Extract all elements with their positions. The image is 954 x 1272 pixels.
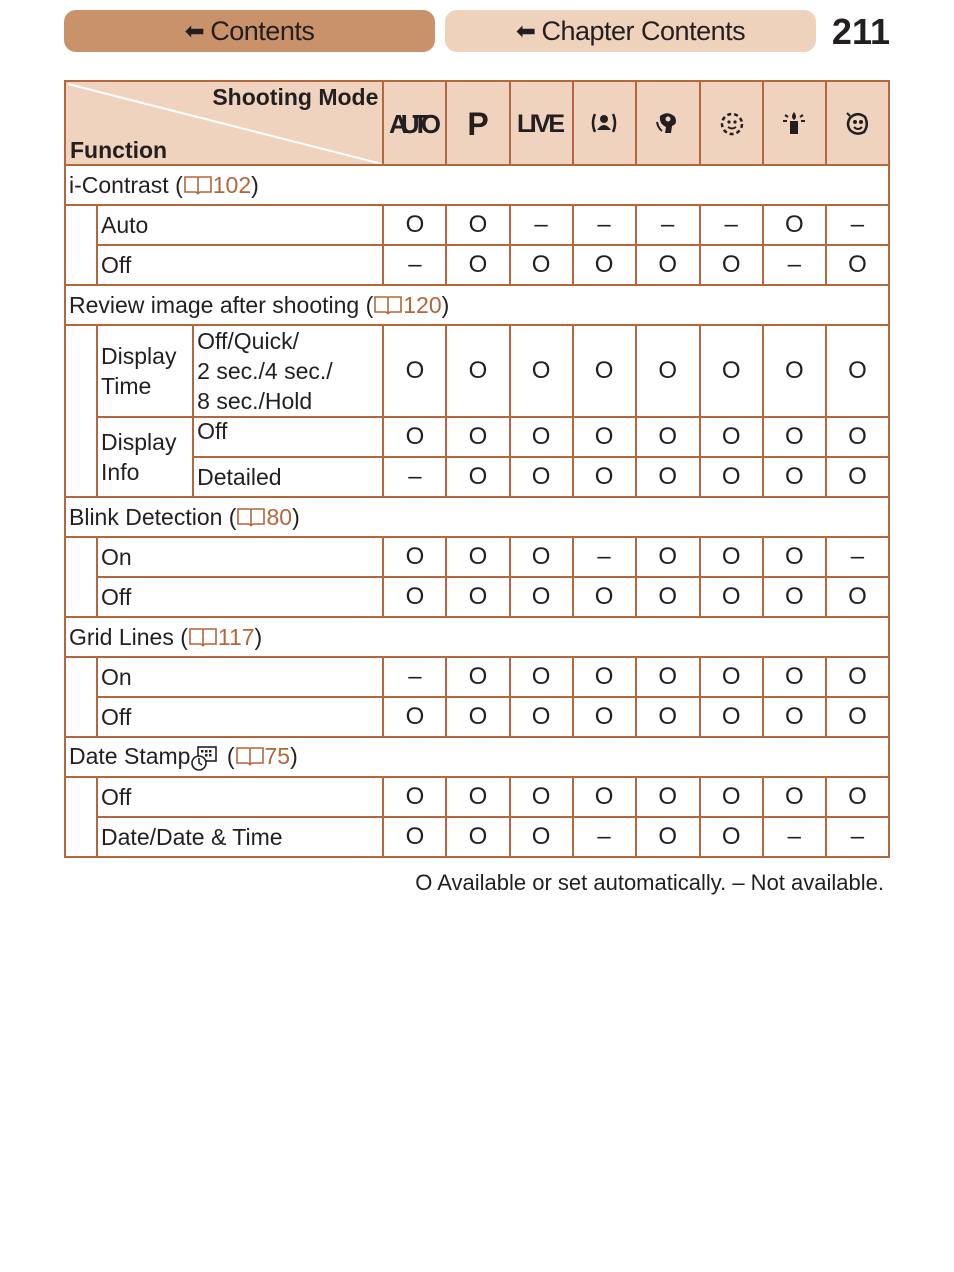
option-label: Off	[193, 417, 383, 457]
table-row	[65, 205, 889, 245]
section-title-blink: Blink Detection ( 80)	[65, 497, 889, 537]
value-cell: –	[383, 657, 446, 697]
value-cell: O	[510, 817, 573, 857]
value-cell: O	[446, 777, 509, 817]
value-cell: O	[383, 417, 446, 457]
value-cell: O	[826, 245, 889, 285]
contents-button-label: Contents	[210, 15, 315, 46]
value-cell: O	[763, 777, 826, 817]
fisheye-icon	[842, 108, 872, 138]
self-timer-icon	[716, 108, 746, 138]
value-cell: –	[383, 245, 446, 285]
display-time-label: Display Time	[97, 325, 193, 417]
value-cell: O	[636, 657, 700, 697]
low-light-icon	[779, 108, 809, 138]
table-row	[65, 417, 889, 457]
date-stamp-icon	[190, 746, 220, 772]
header-corner-cell	[65, 81, 383, 165]
indent-cell	[65, 205, 97, 285]
option-label: On	[97, 537, 383, 577]
section-row-blink	[65, 497, 889, 537]
value-cell: O	[636, 537, 700, 577]
portrait-mode-icon	[589, 110, 619, 136]
value-cell: O	[446, 205, 509, 245]
page-reference-link[interactable]: 80	[236, 504, 292, 530]
table-row	[65, 657, 889, 697]
value-cell: O	[573, 417, 636, 457]
section-title-icontrast: i-Contrast ( 102)	[65, 165, 889, 205]
value-cell: O	[573, 245, 636, 285]
value-cell: –	[573, 537, 636, 577]
option-label: Off	[97, 245, 383, 285]
book-icon	[373, 294, 403, 316]
value-cell: O	[636, 245, 700, 285]
value-cell: O	[700, 457, 763, 497]
value-cell: O	[510, 577, 573, 617]
value-cell: O	[446, 657, 509, 697]
value-cell: O	[573, 325, 636, 417]
value-cell: O	[383, 697, 446, 737]
value-cell: O	[383, 325, 446, 417]
display-info-label: Display Info	[97, 417, 193, 497]
value-cell: O	[700, 325, 763, 417]
book-icon	[183, 174, 213, 196]
value-cell: O	[636, 417, 700, 457]
indent-cell	[65, 537, 97, 617]
section-row-review	[65, 285, 889, 325]
table-row	[65, 817, 889, 857]
option-label: Date/Date & Time	[97, 817, 383, 857]
indent-cell	[65, 325, 97, 497]
value-cell: O	[763, 577, 826, 617]
value-cell: O	[510, 697, 573, 737]
value-cell: O	[700, 577, 763, 617]
value-cell: –	[763, 245, 826, 285]
value-cell: –	[826, 537, 889, 577]
table-row	[65, 245, 889, 285]
table-row	[65, 325, 889, 417]
mode-header-live	[510, 81, 573, 165]
value-cell: O	[826, 577, 889, 617]
value-cell: –	[826, 205, 889, 245]
function-availability-table	[64, 80, 890, 858]
value-cell: O	[763, 697, 826, 737]
value-cell: O	[826, 657, 889, 697]
section-row-grid	[65, 617, 889, 657]
value-cell: O	[446, 537, 509, 577]
contents-button[interactable]	[64, 10, 435, 52]
svg-text:LIVE: LIVE	[517, 110, 566, 138]
table-row	[65, 777, 889, 817]
indent-cell	[65, 657, 97, 737]
table-row	[65, 577, 889, 617]
value-cell: O	[446, 817, 509, 857]
value-cell: –	[826, 817, 889, 857]
mode-header-auto	[383, 81, 446, 165]
value-cell: O	[573, 577, 636, 617]
value-cell: –	[700, 205, 763, 245]
value-cell: O	[700, 777, 763, 817]
section-title-review: Review image after shooting ( 120)	[65, 285, 889, 325]
value-cell: O	[636, 577, 700, 617]
value-cell: O	[510, 325, 573, 417]
value-cell: O	[826, 417, 889, 457]
page-reference-link[interactable]: 75	[235, 743, 291, 769]
option-label: On	[97, 657, 383, 697]
page-reference-link[interactable]: 120	[373, 292, 441, 318]
option-label: Off	[97, 577, 383, 617]
value-cell: O	[510, 777, 573, 817]
value-cell: O	[446, 245, 509, 285]
value-cell: O	[383, 577, 446, 617]
book-icon	[235, 745, 265, 767]
value-cell: O	[826, 697, 889, 737]
value-cell: –	[763, 817, 826, 857]
display-time-options: Off/Quick/ 2 sec./4 sec./ 8 sec./Hold	[193, 325, 383, 417]
value-cell: O	[573, 457, 636, 497]
program-mode-icon	[458, 106, 498, 140]
value-cell: O	[763, 457, 826, 497]
function-header: Function	[70, 137, 168, 163]
svg-text:P: P	[467, 106, 489, 140]
value-cell: O	[763, 657, 826, 697]
value-cell: O	[446, 697, 509, 737]
value-cell: O	[826, 325, 889, 417]
value-cell: O	[826, 777, 889, 817]
value-cell: –	[573, 817, 636, 857]
chapter-contents-button-label: Chapter Contents	[541, 15, 746, 46]
value-cell: O	[510, 417, 573, 457]
mode-header-p	[446, 81, 509, 165]
section-row-date	[65, 737, 889, 777]
value-cell: O	[763, 537, 826, 577]
value-cell: O	[636, 817, 700, 857]
value-cell: O	[573, 697, 636, 737]
value-cell: O	[763, 417, 826, 457]
mode-header-fisheye	[826, 81, 889, 165]
value-cell: –	[636, 205, 700, 245]
shooting-mode-header: Shooting Mode	[212, 84, 379, 110]
value-cell: O	[383, 817, 446, 857]
value-cell: O	[700, 657, 763, 697]
value-cell: O	[510, 245, 573, 285]
value-cell: O	[446, 457, 509, 497]
value-cell: O	[700, 697, 763, 737]
back-arrow-icon: ⬅	[515, 17, 536, 45]
option-label: Off	[97, 777, 383, 817]
value-cell: O	[383, 537, 446, 577]
value-cell: O	[446, 417, 509, 457]
live-mode-icon	[515, 106, 567, 140]
value-cell: O	[826, 457, 889, 497]
smart-shutter-icon	[653, 108, 683, 138]
value-cell: O	[573, 657, 636, 697]
value-cell: O	[700, 245, 763, 285]
mode-header-smart-shutter	[636, 81, 700, 165]
value-cell: O	[700, 537, 763, 577]
auto-mode-icon	[386, 106, 444, 140]
value-cell: O	[636, 457, 700, 497]
table-header-row	[65, 81, 889, 165]
value-cell: O	[510, 457, 573, 497]
mode-header-self-timer	[700, 81, 763, 165]
svg-text:AUTO: AUTO	[388, 109, 441, 139]
value-cell: –	[510, 205, 573, 245]
value-cell: O	[636, 697, 700, 737]
value-cell: O	[700, 817, 763, 857]
table-row	[65, 537, 889, 577]
value-cell: O	[700, 417, 763, 457]
page-reference-link[interactable]: 117	[188, 624, 255, 650]
value-cell: O	[446, 325, 509, 417]
back-arrow-icon: ⬅	[184, 17, 205, 45]
page-reference-link[interactable]: 102	[183, 172, 251, 198]
table-row	[65, 697, 889, 737]
section-title-grid: Grid Lines ( 117)	[65, 617, 889, 657]
mode-header-low-light	[763, 81, 826, 165]
indent-cell	[65, 777, 97, 857]
value-cell: O	[573, 777, 636, 817]
page-number: 211	[831, 11, 890, 52]
value-cell: O	[763, 205, 826, 245]
section-title-date: Date Stamp ( 75)	[65, 737, 889, 777]
book-icon	[188, 626, 218, 648]
value-cell: –	[573, 205, 636, 245]
book-icon	[236, 506, 266, 528]
availability-legend: O Available or set automatically. – Not available.	[415, 870, 884, 895]
chapter-contents-button[interactable]	[445, 10, 816, 52]
value-cell: –	[383, 457, 446, 497]
value-cell: O	[383, 205, 446, 245]
mode-header-portrait	[573, 81, 636, 165]
value-cell: O	[383, 777, 446, 817]
value-cell: O	[510, 537, 573, 577]
value-cell: O	[510, 657, 573, 697]
option-label: Off	[97, 697, 383, 737]
section-row-icontrast	[65, 165, 889, 205]
option-label: Detailed	[193, 457, 383, 497]
value-cell: O	[446, 577, 509, 617]
option-label: Auto	[97, 205, 383, 245]
value-cell: O	[636, 777, 700, 817]
value-cell: O	[763, 325, 826, 417]
value-cell: O	[636, 325, 700, 417]
